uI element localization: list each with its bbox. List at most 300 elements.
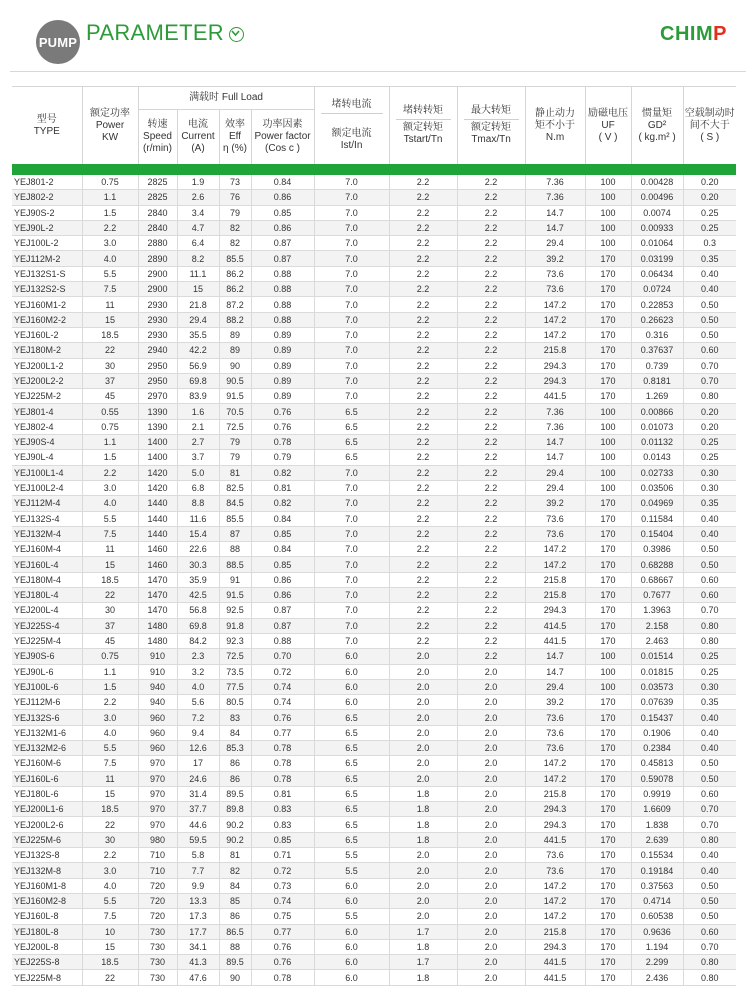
table-cell: YEJ132S-6 — [12, 710, 82, 725]
table-cell: 22 — [82, 343, 138, 358]
table-cell: 0.37563 — [631, 878, 683, 893]
table-cell: 56.9 — [177, 358, 219, 373]
table-cell: 147.2 — [525, 878, 585, 893]
table-cell: 2.2 — [389, 633, 457, 648]
table-cell: 441.5 — [525, 955, 585, 970]
table-cell: 2.2 — [457, 312, 525, 327]
table-cell: 83 — [219, 710, 251, 725]
table-cell: 29.4 — [525, 236, 585, 251]
table-cell: 22 — [82, 970, 138, 985]
table-cell: 6.0 — [314, 939, 389, 954]
col-gd: 惯量矩 GD² ( kg.m² ) — [631, 87, 683, 165]
table-cell: 2.0 — [457, 710, 525, 725]
table-cell: 45 — [82, 633, 138, 648]
table-cell: 0.19184 — [631, 863, 683, 878]
table-cell: 0.75 — [82, 175, 138, 190]
table-cell: 2.0 — [457, 664, 525, 679]
table-cell: 0.80 — [683, 970, 736, 985]
table-cell: 1.838 — [631, 817, 683, 832]
table-cell: 170 — [585, 588, 631, 603]
table-cell: 0.80 — [683, 618, 736, 633]
table-cell: 0.78 — [251, 435, 314, 450]
table-cell: 4.7 — [177, 220, 219, 235]
table-cell: 0.81 — [251, 480, 314, 495]
table-cell: 59.5 — [177, 832, 219, 847]
brand-logo-a: CHIM — [660, 23, 714, 45]
table-cell: 88 — [219, 542, 251, 557]
table-cell: 720 — [138, 878, 177, 893]
table-row — [12, 756, 736, 771]
table-cell: 7.0 — [314, 526, 389, 541]
table-cell: 0.75 — [82, 649, 138, 664]
table-cell: 1.7 — [389, 924, 457, 939]
table-cell: 2.2 — [389, 511, 457, 526]
table-cell: 15 — [82, 312, 138, 327]
table-cell: 7.0 — [314, 205, 389, 220]
table-cell: 0.82 — [251, 496, 314, 511]
table-cell: 147.2 — [525, 557, 585, 572]
page-title — [86, 20, 244, 46]
table-cell: 3.0 — [82, 863, 138, 878]
table-cell: 147.2 — [525, 756, 585, 771]
table-cell: 7.0 — [314, 588, 389, 603]
table-row — [12, 419, 736, 434]
table-cell: 0.88 — [251, 266, 314, 281]
table-cell: 0.35 — [683, 496, 736, 511]
table-cell: 14.7 — [525, 450, 585, 465]
table-cell: 170 — [585, 496, 631, 511]
max-torque-top: 最大转矩 — [464, 105, 519, 120]
table-cell: 4.0 — [82, 496, 138, 511]
table-cell: 170 — [585, 909, 631, 924]
table-cell: 41.3 — [177, 955, 219, 970]
table-cell: 1.3963 — [631, 603, 683, 618]
table-cell: YEJ132S2-S — [12, 282, 82, 297]
table-cell: 970 — [138, 771, 177, 786]
table-cell: 2.2 — [389, 373, 457, 388]
table-cell: 86 — [219, 756, 251, 771]
table-cell: 1.8 — [389, 802, 457, 817]
table-cell: 2.0 — [389, 710, 457, 725]
table-cell: 8.8 — [177, 496, 219, 511]
table-cell: 0.80 — [683, 389, 736, 404]
table-cell: 0.60 — [683, 572, 736, 587]
table-row — [12, 588, 736, 603]
table-cell: 0.00496 — [631, 190, 683, 205]
table-cell: 13.3 — [177, 893, 219, 908]
table-cell: 2.2 — [457, 526, 525, 541]
table-cell: 0.74 — [251, 893, 314, 908]
table-cell: 2.2 — [389, 282, 457, 297]
table-cell: 0.25 — [683, 435, 736, 450]
table-cell: 1.194 — [631, 939, 683, 954]
table-cell: 56.8 — [177, 603, 219, 618]
table-cell: 5.5 — [314, 863, 389, 878]
table-row — [12, 710, 736, 725]
table-cell: 1.9 — [177, 175, 219, 190]
col-lock-current — [314, 87, 389, 165]
table-cell: 0.76 — [251, 939, 314, 954]
table-cell: 89.5 — [219, 786, 251, 801]
table-cell: 85.3 — [219, 740, 251, 755]
table-cell: 0.60 — [683, 924, 736, 939]
table-row — [12, 664, 736, 679]
table-cell: 2.2 — [457, 557, 525, 572]
table-cell: YEJ160M2-8 — [12, 893, 82, 908]
table-cell: YEJ112M-6 — [12, 695, 82, 710]
table-cell: 39.2 — [525, 496, 585, 511]
table-cell: 7.36 — [525, 404, 585, 419]
table-cell: YEJ100L1-4 — [12, 465, 82, 480]
table-cell: 0.88 — [251, 282, 314, 297]
table-cell: 29.4 — [525, 465, 585, 480]
table-cell: 0.40 — [683, 848, 736, 863]
table-cell: 0.70 — [683, 939, 736, 954]
table-cell: 7.0 — [314, 297, 389, 312]
table-cell: 73 — [219, 175, 251, 190]
table-cell: 0.8181 — [631, 373, 683, 388]
table-cell: YEJ225M-8 — [12, 970, 82, 985]
table-cell: YEJ160L-8 — [12, 909, 82, 924]
table-cell: 2900 — [138, 282, 177, 297]
table-cell: YEJ160L-2 — [12, 327, 82, 342]
table-cell: 0.00428 — [631, 175, 683, 190]
table-cell: 7.0 — [314, 266, 389, 281]
table-cell: 2.6 — [177, 190, 219, 205]
table-cell: 7.5 — [82, 282, 138, 297]
table-cell: 0.84 — [251, 175, 314, 190]
table-cell: 7.0 — [314, 373, 389, 388]
table-cell: 0.78 — [251, 740, 314, 755]
table-cell: 2.0 — [457, 740, 525, 755]
table-cell: 2.2 — [389, 389, 457, 404]
table-cell: 170 — [585, 343, 631, 358]
table-cell: 0.89 — [251, 327, 314, 342]
col-power: 额定功率 Power KW — [82, 87, 138, 165]
table-cell: 970 — [138, 756, 177, 771]
table-cell: 0.74 — [251, 695, 314, 710]
table-row — [12, 649, 736, 664]
table-cell: 215.8 — [525, 343, 585, 358]
table-cell: 2950 — [138, 373, 177, 388]
table-cell: 11 — [82, 771, 138, 786]
table-cell: YEJ100L-6 — [12, 679, 82, 694]
table-cell: 910 — [138, 649, 177, 664]
table-cell: 0.74 — [251, 679, 314, 694]
table-cell: 0.71 — [251, 848, 314, 863]
table-cell: YEJ100L2-4 — [12, 480, 82, 495]
table-cell: 18.5 — [82, 572, 138, 587]
table-row — [12, 358, 736, 373]
table-cell: 2.0 — [457, 909, 525, 924]
table-cell: 7.0 — [314, 465, 389, 480]
table-cell: 7.0 — [314, 282, 389, 297]
table-cell: 72.5 — [219, 649, 251, 664]
table-cell: 14.7 — [525, 205, 585, 220]
table-cell: 100 — [585, 205, 631, 220]
table-cell: 29.4 — [525, 679, 585, 694]
table-cell: 6.5 — [314, 710, 389, 725]
table-row — [12, 832, 736, 847]
table-cell: 11.1 — [177, 266, 219, 281]
table-row — [12, 939, 736, 954]
table-cell: 7.36 — [525, 419, 585, 434]
table-cell: 21.8 — [177, 297, 219, 312]
table-cell: 0.82 — [251, 465, 314, 480]
table-cell: 720 — [138, 893, 177, 908]
table-row — [12, 786, 736, 801]
table-cell: 2.2 — [457, 404, 525, 419]
table-cell: 17 — [177, 756, 219, 771]
table-cell: 0.15534 — [631, 848, 683, 863]
table-cell: 940 — [138, 695, 177, 710]
table-cell: 5.5 — [82, 511, 138, 526]
table-cell: 2.1 — [177, 419, 219, 434]
table-cell: YEJ132S-4 — [12, 511, 82, 526]
page-title-text: PARAMETER — [86, 20, 224, 45]
table-cell: 5.5 — [82, 893, 138, 908]
table-row — [12, 175, 736, 190]
table-cell: 1470 — [138, 572, 177, 587]
table-cell: 2.2 — [389, 450, 457, 465]
table-cell: 86.5 — [219, 924, 251, 939]
table-cell: 22 — [82, 817, 138, 832]
table-cell: YEJ801-2 — [12, 175, 82, 190]
table-cell: 2.2 — [457, 496, 525, 511]
table-cell: 5.5 — [82, 740, 138, 755]
table-cell: 170 — [585, 526, 631, 541]
table-row — [12, 312, 736, 327]
table-cell: 81 — [219, 465, 251, 480]
table-cell: 170 — [585, 266, 631, 281]
table-cell: 1.8 — [389, 832, 457, 847]
table-cell: 2.0 — [457, 771, 525, 786]
table-cell: 2930 — [138, 312, 177, 327]
table-cell: 91 — [219, 572, 251, 587]
table-cell: 2.2 — [457, 542, 525, 557]
table-row — [12, 465, 736, 480]
col-type: 型号 TYPE — [12, 87, 82, 165]
table-cell: 2.2 — [389, 480, 457, 495]
table-cell: 730 — [138, 955, 177, 970]
table-cell: 0.88 — [251, 297, 314, 312]
table-cell: 14.7 — [525, 649, 585, 664]
table-cell: 7.0 — [314, 220, 389, 235]
table-cell: 2.2 — [389, 435, 457, 450]
table-cell: 0.40 — [683, 266, 736, 281]
table-cell: 170 — [585, 924, 631, 939]
table-row — [12, 863, 736, 878]
table-cell: 1480 — [138, 633, 177, 648]
table-cell: 0.68288 — [631, 557, 683, 572]
table-cell: 2940 — [138, 343, 177, 358]
table-cell: YEJ225S-4 — [12, 618, 82, 633]
table-cell: 2880 — [138, 236, 177, 251]
table-cell: 7.0 — [314, 557, 389, 572]
table-cell: 7.0 — [314, 175, 389, 190]
table-cell: YEJ160M-6 — [12, 756, 82, 771]
table-cell: 0.88 — [251, 312, 314, 327]
table-cell: 0.20 — [683, 404, 736, 419]
table-cell: 100 — [585, 435, 631, 450]
table-cell: 1470 — [138, 603, 177, 618]
table-cell: 1480 — [138, 618, 177, 633]
table-cell: 4.0 — [82, 878, 138, 893]
table-cell: 7.0 — [314, 358, 389, 373]
table-cell: 15.4 — [177, 526, 219, 541]
table-row — [12, 450, 736, 465]
table-cell: 910 — [138, 664, 177, 679]
table-cell: 6.5 — [314, 832, 389, 847]
table-cell: 2.0 — [457, 863, 525, 878]
table-cell: 0.0724 — [631, 282, 683, 297]
table-cell: 2.2 — [457, 450, 525, 465]
table-cell: 2.0 — [389, 740, 457, 755]
table-cell: 970 — [138, 817, 177, 832]
table-cell: 730 — [138, 924, 177, 939]
table-cell: 6.5 — [314, 450, 389, 465]
table-cell: 88 — [219, 939, 251, 954]
table-row — [12, 404, 736, 419]
table-cell: 1.5 — [82, 450, 138, 465]
table-cell: 100 — [585, 465, 631, 480]
table-cell: 45 — [82, 389, 138, 404]
table-cell: 2.2 — [457, 389, 525, 404]
table-cell: 2.2 — [82, 848, 138, 863]
table-cell: YEJ200L1-2 — [12, 358, 82, 373]
table-cell: 2.2 — [457, 236, 525, 251]
table-cell: 3.4 — [177, 205, 219, 220]
table-cell: 2.0 — [389, 679, 457, 694]
table-cell: 100 — [585, 419, 631, 434]
table-cell: 2.2 — [457, 251, 525, 266]
table-cell: 85 — [219, 893, 251, 908]
table-row — [12, 970, 736, 985]
table-cell: 91.5 — [219, 389, 251, 404]
table-cell: 147.2 — [525, 771, 585, 786]
table-cell: YEJ160M1-8 — [12, 878, 82, 893]
table-cell: 2.2 — [457, 480, 525, 495]
table-cell: 86.2 — [219, 282, 251, 297]
table-row — [12, 282, 736, 297]
table-cell: 12.6 — [177, 740, 219, 755]
table-cell: 89.8 — [219, 802, 251, 817]
lock-torque-top: 堵转转矩 — [396, 105, 451, 120]
table-cell: YEJ160M-4 — [12, 542, 82, 557]
table-cell: 170 — [585, 327, 631, 342]
table-cell: 0.55 — [82, 404, 138, 419]
table-cell: 6.8 — [177, 480, 219, 495]
table-row — [12, 771, 736, 786]
table-cell: 29.4 — [177, 312, 219, 327]
table-cell: YEJ180M-2 — [12, 343, 82, 358]
table-cell: 69.8 — [177, 618, 219, 633]
table-cell: 7.5 — [82, 526, 138, 541]
table-cell: 7.0 — [314, 511, 389, 526]
table-cell: 6.5 — [314, 725, 389, 740]
table-row — [12, 848, 736, 863]
table-cell: 0.50 — [683, 557, 736, 572]
table-cell: 17.7 — [177, 924, 219, 939]
table-cell: 0.59078 — [631, 771, 683, 786]
table-row — [12, 526, 736, 541]
table-cell: YEJ90S-4 — [12, 435, 82, 450]
table-cell: 84.2 — [177, 633, 219, 648]
lock-torque-bottom: 额定转矩 Tstart/Tn — [403, 122, 444, 145]
table-cell: 100 — [585, 404, 631, 419]
table-cell: 1470 — [138, 588, 177, 603]
table-cell: 85.5 — [219, 511, 251, 526]
table-cell: 0.3 — [683, 236, 736, 251]
table-cell: 2.2 — [389, 618, 457, 633]
table-cell: 0.83 — [251, 802, 314, 817]
table-cell: 2825 — [138, 190, 177, 205]
table-cell: 7.0 — [314, 542, 389, 557]
col-current: 电流 Current (A) — [177, 109, 219, 164]
table-cell: 6.5 — [314, 435, 389, 450]
table-cell: 0.81 — [251, 786, 314, 801]
table-cell: 6.0 — [314, 878, 389, 893]
table-cell: 2.2 — [457, 465, 525, 480]
table-cell: 0.85 — [251, 526, 314, 541]
table-cell: 7.7 — [177, 863, 219, 878]
table-row — [12, 955, 736, 970]
table-cell: 2.639 — [631, 832, 683, 847]
table-cell: 100 — [585, 175, 631, 190]
table-cell: 170 — [585, 939, 631, 954]
table-cell: 1.7 — [389, 955, 457, 970]
table-cell: 31.4 — [177, 786, 219, 801]
table-cell: 0.76 — [251, 955, 314, 970]
table-cell: 2.2 — [457, 373, 525, 388]
table-cell: 0.50 — [683, 327, 736, 342]
table-cell: 2930 — [138, 297, 177, 312]
table-cell: 10 — [82, 924, 138, 939]
table-cell: 9.4 — [177, 725, 219, 740]
table-cell: 2.2 — [389, 419, 457, 434]
table-cell: 2.2 — [389, 542, 457, 557]
table-cell: 87.2 — [219, 297, 251, 312]
table-cell: 3.0 — [82, 236, 138, 251]
table-cell: YEJ200L2-2 — [12, 373, 82, 388]
table-cell: 86 — [219, 771, 251, 786]
table-cell: 1.269 — [631, 389, 683, 404]
table-cell: YEJ90S-2 — [12, 205, 82, 220]
table-cell: 0.40 — [683, 511, 736, 526]
table-cell: 100 — [585, 480, 631, 495]
table-cell: 2.0 — [389, 695, 457, 710]
table-cell: 2.2 — [457, 588, 525, 603]
table-cell: 80.5 — [219, 695, 251, 710]
table-cell: 170 — [585, 863, 631, 878]
table-row — [12, 557, 736, 572]
table-cell: 0.80 — [683, 832, 736, 847]
table-cell: 100 — [585, 220, 631, 235]
table-cell: 2.2 — [457, 358, 525, 373]
table-cell: 2970 — [138, 389, 177, 404]
table-cell: 69.8 — [177, 373, 219, 388]
table-cell: 2.0 — [457, 893, 525, 908]
page-header — [0, 0, 750, 72]
table-cell: 215.8 — [525, 572, 585, 587]
table-cell: 1.8 — [389, 817, 457, 832]
table-cell: 2.2 — [389, 312, 457, 327]
table-cell: 170 — [585, 542, 631, 557]
table-cell: 15 — [177, 282, 219, 297]
table-cell: 0.2384 — [631, 740, 683, 755]
table-cell: 414.5 — [525, 618, 585, 633]
table-cell: 710 — [138, 863, 177, 878]
